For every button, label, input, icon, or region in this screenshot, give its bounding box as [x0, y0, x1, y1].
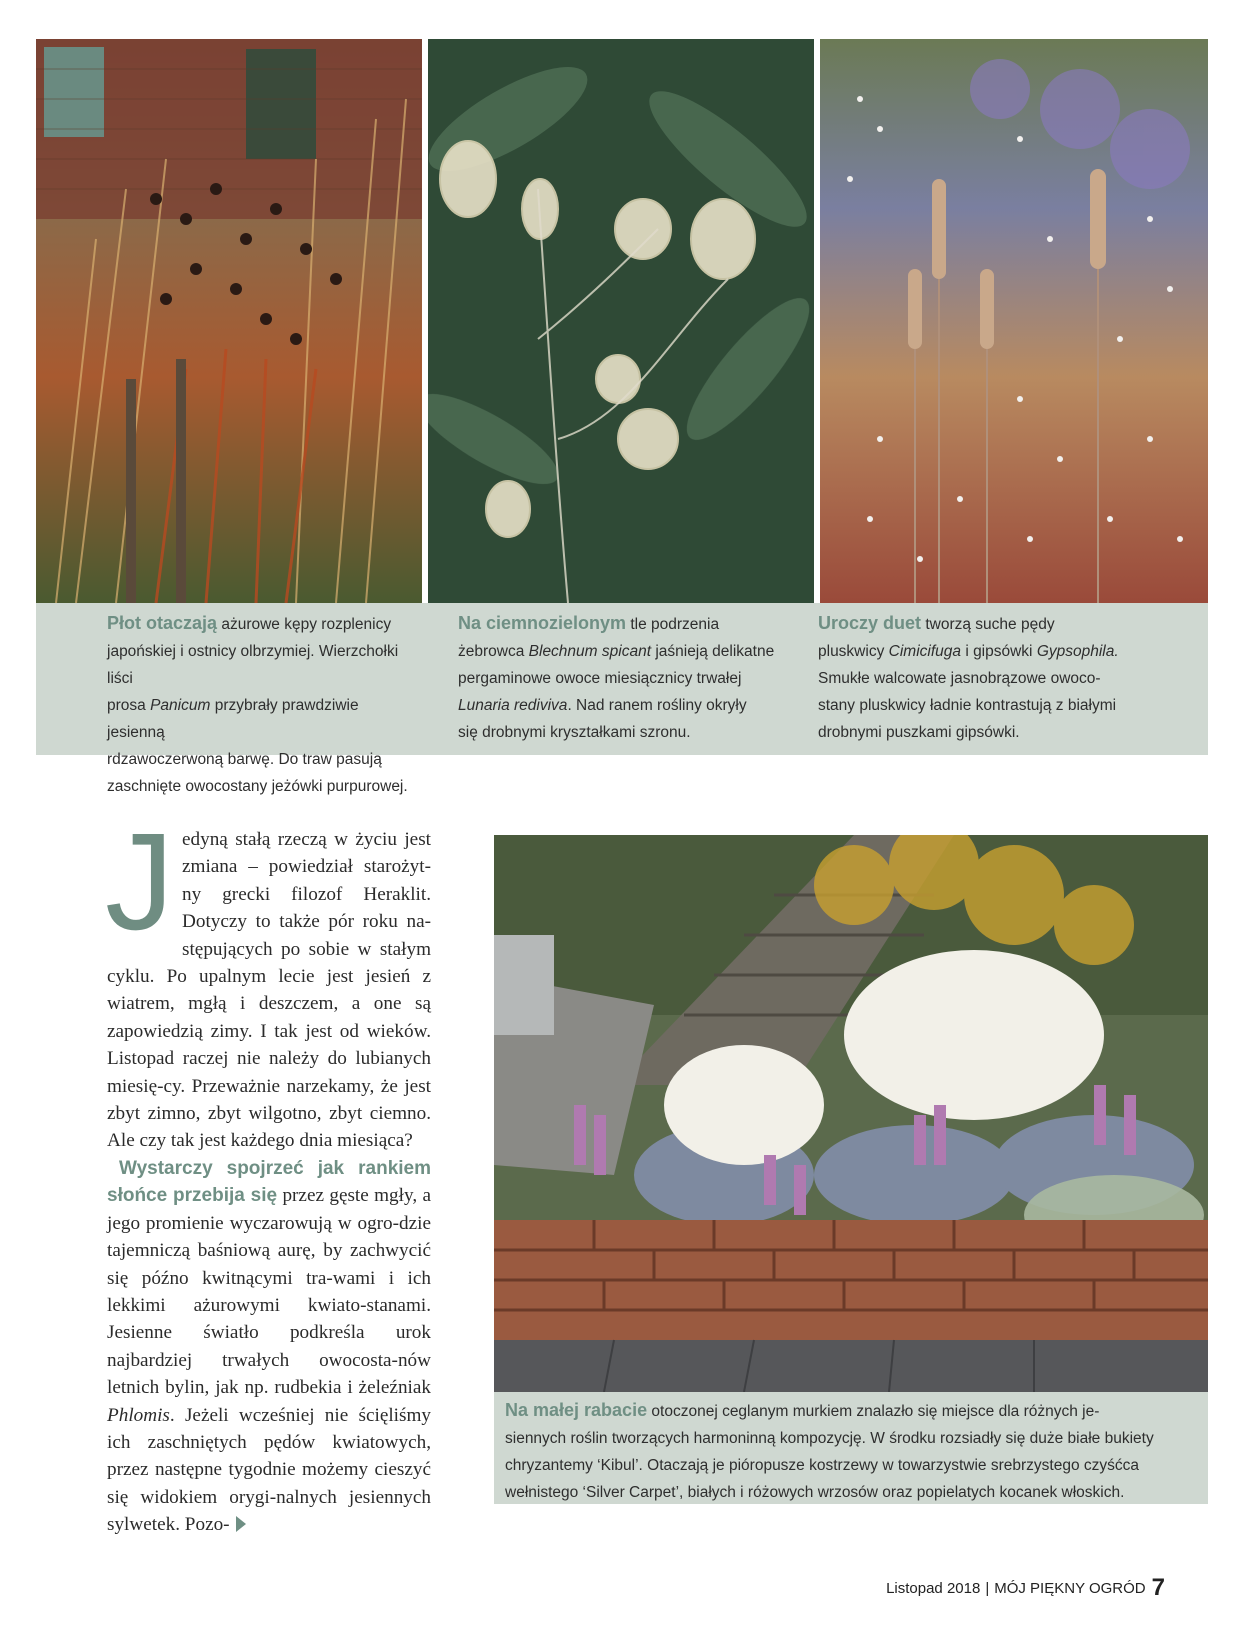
caption-lead: Na małej rabacie [505, 1400, 648, 1420]
footer-separator: | [985, 1580, 990, 1597]
caption-lead: Płot otaczają [107, 613, 218, 633]
magazine-name: MÓJ PIĘKNY OGRÓD [994, 1580, 1146, 1597]
page-number: 7 [1151, 1574, 1165, 1601]
photo-cimicifuga-gypsophila [820, 39, 1208, 603]
continue-arrow-icon [236, 1516, 246, 1532]
caption-bottom: Na małej rabacie otoczonej ceglanym murkiem znalazło się miejsce dla różnych je- siennych roślin tworzących harmoninną kompozycję. W środku rozsiadły się duże białe bukiety chryzantemy ‘Kibul’. Otaczają je pióropusze kostrzewy w towarzystwie srebrzystego czyśćca wełnistego ‘Silver Carpet’, białych i różowych wrzosów oraz popielatych kocanek włoskich. [505, 1400, 1154, 1501]
article-paragraph-1: Jedyną stałą rzeczą w życiu jest zmiana – powiedział starożyt-ny grecki filozof Heraklit. Dotyczy to także pór roku na-stępujących po sobie w stałym cyklu. Po upalnym lecie jest jesień z wiatrem, mgłą i deszczem, a one są zapowiedzią zimy. I tak jest od wieków. Listopad raczej nie należy do lubianych miesię-cy. Przeważnie narzekamy, że jest zbyt zimno, zbyt wilgotno, zbyt ciemno. Ale czy tak jest każdego dnia miesiąca? [105, 805, 431, 1152]
page-footer [886, 1574, 1165, 1602]
photo-frosted-lunaria [428, 39, 814, 603]
caption-lead: Uroczy duet [818, 613, 922, 633]
caption-left: Płot otaczają ażurowe kępy rozplenicy japońskiej i ostnicy olbrzymiej. Wierzchołki liści prosa Panicum przybrały prawdziwie jesienną rdzawoczerwoną barwę. Do traw pasują zaschnięte owocostany jeżówki purpurowej. [107, 613, 408, 795]
article-paragraph-2: Wystarczy spojrzeć jak rankiem słońce przebija się przez gęste mgły, a jego promienie wyczarowują w ogro-dzie tajemniczą baśniową aurę, by zachwycić się późno kwitnącymi tra-wami i ich lekkimi ażurowymi kwiato-stanami. Jesienne światło podkreśla urok najbardziej trwałych owocosta-nów letnich bylin, jak np. rudbekia i żeleźniak Phlomis. Jeżeli wcześniej nie ścięliśmy ich zaschniętych pędów kwiatowych, przez następne tygodnie możemy cieszyć się widokiem orygi-nalnych jesiennych sylwetek. Pozo- [107, 1157, 431, 1536]
subhead: Wystarczy spojrzeć jak rankiem słońce przebija się [107, 1157, 431, 1207]
issue-date: Listopad 2018 [886, 1580, 981, 1597]
caption-lead: Na ciemnozielonym [458, 613, 627, 633]
dropcap: J [105, 805, 174, 959]
article-body [105, 805, 431, 1539]
caption-middle: Na ciemnozielonym tle podrzenia żebrowca Blechnum spicant jaśnieją delikatne pergaminowe owoce miesiącznicy trwałej Lunaria rediviva. Nad ranem rośliny okryły się drobnymi kryształkami szronu. [458, 613, 775, 741]
photo-grasses-fence [36, 39, 422, 603]
caption-right: Uroczy duet tworzą suche pędy pluskwicy Cimicifuga i gipsówki Gypsophila. Smukłe walcowate jasnobrązowe owoco- stany pluskwicy ładnie kontrastują z białymi drobnymi puszkami gipsówki. [818, 613, 1119, 741]
photo-raised-bed [494, 835, 1208, 1392]
